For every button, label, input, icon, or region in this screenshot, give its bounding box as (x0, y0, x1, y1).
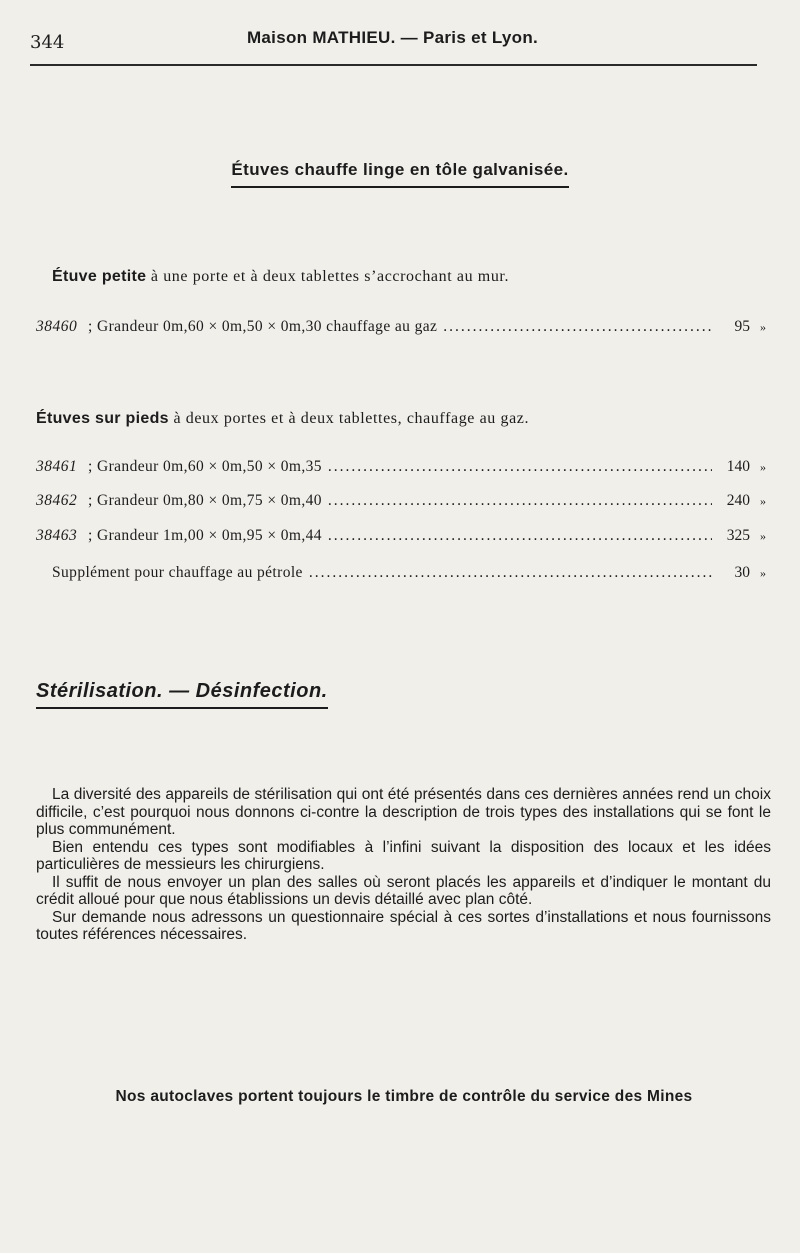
section-title-text: Étuves chauffe linge en tôle galvanisée. (231, 160, 568, 188)
group2-intro (36, 410, 529, 428)
price-row-38463 (36, 527, 776, 549)
item-ref: 38462 (36, 492, 78, 509)
leader-dots (328, 527, 712, 545)
item-ref: 38460 (36, 318, 78, 335)
item-unit: » (760, 320, 766, 334)
supplement-price: 30 (734, 564, 750, 581)
leader-dots (328, 492, 712, 510)
footer-note: Nos autoclaves portent toujours le timbre de contrôle du service des Mines (115, 1088, 693, 1105)
item-description: ; Grandeur 0m,60 × 0m,50 × 0m,35 (88, 458, 322, 475)
group1-intro (52, 268, 509, 286)
item-unit: » (760, 460, 766, 474)
paragraph: Il suffit de nous envoyer un plan des salles où seront placés les appareils et d’indiquer le montant du crédit alloué pour que nous établissions un devis détaillé avec plan côté. (36, 873, 771, 908)
item-description: ; Grandeur 1m,00 × 0m,95 × 0m,44 (88, 527, 322, 544)
item-price: 140 (726, 458, 750, 475)
item-unit: » (760, 529, 766, 543)
header-title: Maison MATHIEU. — Paris et Lyon. (246, 28, 539, 47)
paragraph: Sur demande nous adressons un questionnaire spécial à ces sortes d’installations et nous fournissons toutes références nécessaires. (36, 908, 771, 943)
item-ref: 38461 (36, 458, 78, 475)
price-row-38460 (36, 318, 776, 340)
group1-intro-bold: Étuve petite (52, 268, 147, 285)
header-rule (30, 64, 757, 66)
group2-intro-bold: Étuves sur pieds (36, 410, 169, 427)
sterilisation-title-text: Stérilisation. — Désinfection. (36, 680, 328, 709)
item-description: ; Grandeur 0m,80 × 0m,75 × 0m,40 (88, 492, 322, 509)
group2-intro-rest: à deux portes et à deux tablettes, chauffage au gaz. (168, 410, 530, 427)
paragraph: La diversité des appareils de stérilisation qui ont été présentés dans ces dernières années rend un choix difficile, c’est pourquoi nous donnons ci-contre la description de trois types des installations qui se font le plus communément. (36, 786, 771, 838)
leader-dots (328, 458, 712, 476)
item-unit: » (760, 494, 766, 508)
leader-dots (309, 564, 712, 582)
section-title (0, 160, 800, 188)
supplement-unit: » (760, 566, 766, 580)
price-row-38462 (36, 492, 776, 514)
item-ref: 38463 (36, 527, 78, 544)
sterilisation-title (36, 680, 328, 709)
item-price: 240 (726, 492, 750, 509)
page-header (30, 20, 755, 60)
price-row-supplement (52, 564, 776, 586)
sterilisation-body (36, 786, 771, 944)
item-price: 95 (734, 318, 750, 335)
price-row-38461 (36, 458, 776, 480)
paragraph: Bien entendu ces types sont modifiables à l’infini suivant la disposition des locaux et les idées particulières de messieurs les chirurgiens. (36, 838, 771, 873)
leader-dots (443, 318, 712, 336)
item-price: 325 (726, 527, 750, 544)
supplement-description: Supplément pour chauffage au pétrole (52, 564, 303, 581)
page-number: 344 (30, 32, 65, 53)
group1-intro-rest: à une porte et à deux tablettes s’accrochant au mur. (146, 268, 510, 285)
item-description: ; Grandeur 0m,60 × 0m,50 × 0m,30 chauffage au gaz (88, 318, 438, 335)
